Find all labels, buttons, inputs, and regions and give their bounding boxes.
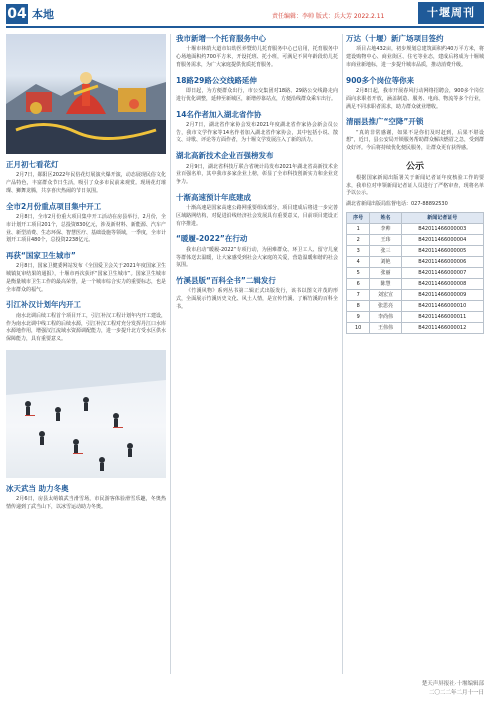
page-footer [346, 680, 484, 698]
article-body: 十渐高速是国家高速公路网重要组成部分，项目建成后将进一步完善区域路网结构，对促进沿线经济社会发展具有重要意义，目前项目建设正有序推进。 [176, 205, 338, 227]
article-body: 2月9日，湖北省科技厅联合省统计局发布2021年湖北省高新技术企业百强名单，其中我市多家企业上榜，彰显了全市科技创新实力和企业竞争力。 [176, 163, 338, 185]
article-hitech [176, 151, 338, 187]
row-card-number: B42011466000008 [401, 278, 483, 289]
table-header: 序号 [347, 212, 370, 223]
article-title: 十渐高速预计年底建成 [176, 192, 251, 202]
article-title: 再获“国家卫生城市” [6, 251, 76, 260]
article-childcare [176, 34, 338, 70]
row-name: 李帅 [370, 223, 401, 234]
row-name: 李尚伟 [370, 311, 401, 322]
article-body: 项目占地432亩，初步规划总建筑面积约40万平方米，将建设购物中心、商业街区、住宅等业态，建成后将成为十堰城市商业新地标，进一步提升城市品质，推动消费升级。 [346, 46, 484, 68]
editor-line: 责任编辑：李帅 版式：兵大芳 2022.2.11 [272, 13, 385, 20]
table-row [347, 289, 484, 300]
table-header: 新闻记者证号 [401, 212, 483, 223]
notice-unit: 湖北省新闻出版局监督电话：027-88892530 [346, 201, 448, 208]
row-name: 刘艳 [370, 256, 401, 267]
public-notice [346, 159, 484, 334]
article-highway [176, 193, 338, 229]
article-body: 2月8日起，我市开展春风行动网络招聘会，900多个岗位面向求职者开放，涵盖制造、服务、电商、物流等多个行业，满足不同求职者需求，助力群众就业增收。 [346, 88, 484, 110]
article-body: 即日起，为方便群众出行，市公交集团对18路、29路公交线路走向进行优化调整，延伸至新城区，新增停靠站点，方便沿线群众乘车出行。 [176, 88, 338, 102]
row-index: 8 [347, 300, 370, 311]
column-middle [176, 34, 338, 674]
page-header [0, 0, 490, 30]
section-name: 本地 [32, 8, 54, 21]
row-card-number: B42011466000011 [401, 311, 483, 322]
column-divider [342, 34, 343, 674]
page-number: 04 [7, 6, 27, 22]
article-body: 十堰市林荫大道市妇幼医养暨幼儿托育服务中心已启用，托育服务中心场地面积约700平方米，开设托班、托小班，可满足不同年龄段幼儿托育服务需求，为广大家庭提供优质托育服务。 [176, 46, 338, 68]
row-name: 王伟伟 [370, 322, 401, 333]
table-row [347, 234, 484, 245]
article-title: 冰天武当 助力冬奥 [6, 483, 69, 493]
row-index: 5 [347, 267, 370, 278]
article-title: 正月初七看花灯 [6, 160, 59, 169]
row-card-number: B42011466000004 [401, 234, 483, 245]
article-title: “暖履-2022”在行动 [176, 234, 248, 244]
column-left [6, 34, 166, 674]
article-title: 竹溪县版“百科全书”二辑发行 [176, 276, 276, 285]
article-body: 我市启动“暖履-2022”专项行动，为困难群众、环卫工人、留守儿童等群体送去温暖，让大家感受到社会大家庭的关爱，营造温暖和谐的社会氛围。 [176, 246, 338, 269]
row-index: 7 [347, 289, 370, 300]
table-row [347, 256, 484, 267]
row-index: 9 [347, 311, 370, 322]
row-name: 王玮 [370, 234, 401, 245]
article-jobs [346, 76, 484, 112]
article-health-city [6, 251, 166, 294]
row-index: 6 [347, 278, 370, 289]
lantern-festival-photo [6, 34, 166, 154]
table-row [347, 267, 484, 278]
header-rule [6, 26, 484, 28]
table-row [347, 300, 484, 311]
ski-slope-photo [6, 350, 166, 478]
row-card-number: B42011466000003 [401, 223, 483, 234]
article-encyclopedia [176, 276, 338, 312]
row-card-number: B42011466000007 [401, 267, 483, 278]
press-card-table [346, 212, 484, 334]
row-name: 陈慧 [370, 278, 401, 289]
article-body: 《竹溪风物》系列丛书第二辑正式出版发行，该书以图文并茂的形式，全面展示竹溪历史文化、风土人情，是宣传竹溪、了解竹溪的百科全书。 [176, 288, 338, 310]
article-wanda [346, 34, 484, 70]
article-title: 900多个岗位等你来 [346, 75, 415, 85]
row-name: 张丽 [370, 267, 401, 278]
article-body: “真的非常感谢，如果不是你们及时赶到，后果不堪设想”，近日，县公安局开锁服务帮助群众解决燃眉之急，受到群众好评。今后将持续优化便民服务，让群众更有获得感。 [346, 129, 484, 152]
article-lantern [6, 160, 166, 196]
article-locksmith [346, 117, 484, 153]
row-card-number: B42011466000009 [401, 289, 483, 300]
ski-slope-illustration [6, 350, 166, 478]
table-row [347, 223, 484, 234]
article-bus-lines [176, 76, 338, 104]
row-index: 3 [347, 245, 370, 256]
row-index: 10 [347, 322, 370, 333]
footer-publisher: 楚天声屏报社·十堰编辑部 [421, 681, 484, 687]
article-warmth [176, 234, 338, 270]
article-title: 清丽县推广“空降”开锁 [346, 117, 424, 127]
footer-date: 二〇二二年二月十一日 [428, 689, 484, 696]
table-header: 姓名 [370, 212, 401, 223]
article-title: 14名作者加入湖北省作协 [176, 109, 262, 119]
article-title: 全市2月份重点项目集中开工 [6, 201, 102, 211]
article-projects [6, 202, 166, 245]
row-card-number: B42011466000012 [401, 322, 483, 333]
article-writers [176, 110, 338, 146]
article-body: 2月7日，湖北省作家协会发布2021年度湖北省作家协会新会员公告，我市文学作家等14名作者加入湖北省作家协会，其中包括小说、散文、诗歌、评论等方面作者，为十堰文学发展注入了新的活力。 [176, 121, 338, 144]
row-card-number: B42011466000005 [401, 245, 483, 256]
article-title: 万达（十堰）新广场项目签约 [346, 34, 444, 43]
article-body: 2月8日，全市2月份重大项目集中开工活动在房县举行，2月份，全市计划开工项目201个，总投资830亿元，涉及新材料、新能源、汽车产业、新型消费、生态环保、智慧医疗、基础设施等领域，一季度，全市计划开工项目480个，总投资2238亿元。 [6, 214, 166, 244]
row-name: 张思亮 [370, 300, 401, 311]
column-right [346, 34, 484, 674]
article-body: 南水北调后续工程首个项目开工，引江补汉工程计划年内开工建设，作为南水北调中线工程的后续水源，引江补汉工程对充分发挥丹江口水库水源地作用，增强汉江流域水资源调配能力，进一步提升北方受水区供水保障能力，具有重要意义。 [6, 312, 166, 342]
table-row [347, 322, 484, 333]
table-row [347, 278, 484, 289]
row-name: 刘宏宣 [370, 289, 401, 300]
article-title: 18路29路公交线路延伸 [176, 75, 257, 85]
lantern-festival-illustration [6, 34, 166, 154]
row-card-number: B42011466000010 [401, 300, 483, 311]
notice-title: 公示 [405, 161, 424, 172]
row-index: 4 [347, 256, 370, 267]
article-title: 我市新增一个托育服务中心 [176, 34, 266, 43]
article-body: 2月6日，房县太峪镇武当滑雪场，市民游客体验滑雪乐趣，冬奥热情传递到了武当山下，以冰雪运动助力冬奥。 [6, 496, 166, 510]
row-card-number: B42011466000006 [401, 256, 483, 267]
article-body: 2月8日，国家卫健委网站发布《全国爱卫会关于2021年度国家卫生城镇复审结果的通报》，十堰市再次获评“国家卫生城市”。国家卫生城市是衡量城市卫生工作的最高荣誉，是一个城市综合实力的重要标志，也是全市群众的福气。 [6, 263, 166, 293]
row-index: 2 [347, 234, 370, 245]
article-water-project [6, 300, 166, 343]
notice-body: 根据国家新闻出版署关于新闻记者证年度核验工作的要求，我单位对申领新闻记者证人员进行了严格审查，现将名单予以公示。 [346, 174, 484, 197]
newspaper-logo: 十堰周刊 [418, 2, 484, 24]
article-body: 2月7日，郧阳区2022年民俗花灯展演火爆开演，动态展现民俗文化产品特色，丰富群众节日生活，吸引了众多市民前来观赏。现场花灯璀璨、狮舞龙腾，共享喜庆热闹的节日氛围。 [6, 172, 166, 194]
article-ski [6, 484, 166, 512]
article-title: 湖北高新技术企业百强榜发布 [176, 151, 274, 161]
column-divider [170, 34, 171, 674]
table-row [347, 311, 484, 322]
article-title: 引江补汉计划年内开工 [6, 300, 81, 310]
row-name: 张三 [370, 245, 401, 256]
row-index: 1 [347, 223, 370, 234]
table-row [347, 245, 484, 256]
